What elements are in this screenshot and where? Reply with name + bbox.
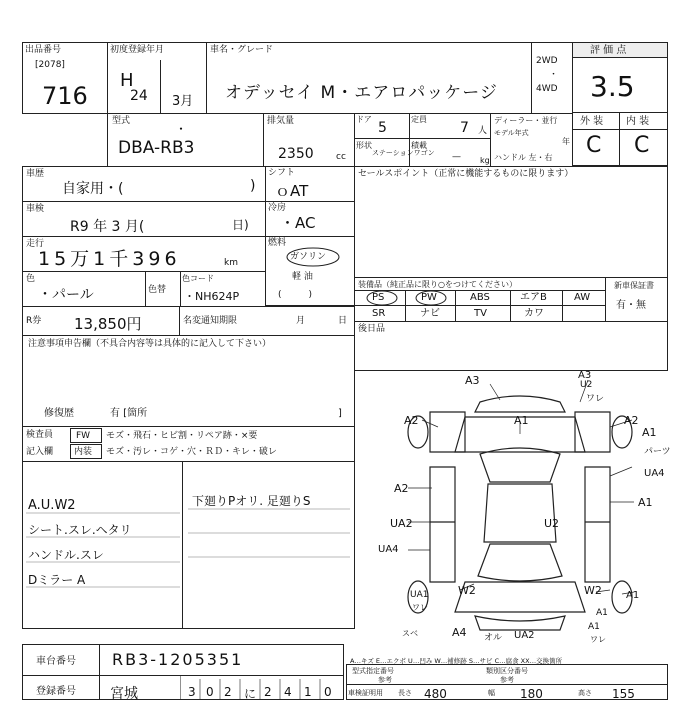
- drive-4wd: 4WD: [536, 84, 558, 94]
- reg-digit-dividers: [180, 675, 344, 700]
- history-label: 車歴: [26, 169, 45, 179]
- remark-3: ハンドル.スレ: [28, 548, 104, 562]
- warranty-value: 有・無: [616, 300, 646, 311]
- mark-ua4-left: UA4: [378, 544, 399, 555]
- spec-cert: 車検証明用: [348, 689, 383, 697]
- mark-ua2-left: UA2: [390, 517, 413, 530]
- color-change-label: 色替: [148, 285, 167, 295]
- dealer-model-year: モデル年式: [494, 129, 529, 137]
- mileage-label: 走行: [26, 239, 45, 249]
- equip-col4: [562, 290, 563, 322]
- equip-ps-circle: [364, 289, 400, 307]
- disp-label: 排気量: [267, 116, 295, 126]
- color-code: ・NH624P: [184, 290, 240, 303]
- reg-digit-8: 0: [324, 685, 332, 699]
- mark-ware-rear-corner: ワレ: [590, 635, 606, 644]
- eval-label: 評 価 点: [590, 45, 627, 56]
- equip-col1: [405, 290, 406, 322]
- reg-digit-5: 2: [264, 685, 272, 699]
- mark-ware-rear-left: ワレ: [412, 603, 428, 612]
- fuel-gasoline: ガソリン: [290, 252, 327, 262]
- inspector-int-items: モズ・汚レ・コゲ・穴・ＲＤ・キレ・破レ: [106, 447, 277, 457]
- equip-col3: [510, 290, 511, 322]
- sales-box: [354, 166, 668, 278]
- equip-tv: TV: [474, 308, 487, 319]
- equip-pw: PW: [421, 292, 437, 303]
- doors-label: ドア: [356, 115, 372, 124]
- color-code-label: 色コード: [182, 274, 214, 283]
- mileage-unit: km: [224, 258, 238, 268]
- drive-dot: ・: [549, 70, 559, 80]
- spec-hei: 155: [612, 687, 635, 701]
- history-close: ): [250, 178, 256, 194]
- repair-value: 有 [箇所: [110, 408, 148, 419]
- mark-sube: スベ: [402, 629, 418, 638]
- color-label: 色: [26, 274, 36, 284]
- load-label: 積載: [411, 141, 427, 150]
- spec-wid: 180: [520, 687, 543, 701]
- inspector-fw: FW: [76, 431, 91, 441]
- capacity-label: 定員: [411, 115, 427, 124]
- capacity-unit: 人: [478, 126, 488, 136]
- disp-unit: cc: [336, 152, 346, 162]
- legend: A…キズ E…エクボ U…凹み W…補修跡 S…サビ C…腐食 XX…交換箇所: [350, 657, 563, 665]
- first-reg-month: 3月: [172, 94, 194, 109]
- mark-ua2-rear: UA2: [514, 630, 535, 641]
- mark-ua1-rear-left: UA1: [410, 590, 429, 600]
- color-value: ・パール: [38, 287, 94, 303]
- mark-a3-front: A3: [465, 374, 480, 387]
- car-name: オデッセイ M・エアロパッケージ: [225, 83, 498, 103]
- lot-sub: [2078]: [35, 60, 65, 70]
- inspector-label2: 記入欄: [26, 447, 54, 457]
- model-value: DBA-RB3: [118, 138, 195, 158]
- insp-value: R9 年 3 月(: [70, 219, 145, 235]
- chassis-value: RB3-1205351: [112, 650, 244, 669]
- disp-value: 2350: [278, 146, 314, 162]
- equip-pw-circle: [413, 289, 449, 307]
- eval-int-label: 内 装: [626, 116, 650, 127]
- mark-oru: オル: [484, 633, 503, 643]
- reg-digit-4: に: [244, 687, 257, 701]
- name-change-month: 月: [296, 316, 306, 326]
- rear-box: [354, 321, 668, 371]
- inspector-int: 内装: [74, 447, 93, 457]
- remark-2: シート.スレ.ヘタリ: [28, 523, 132, 537]
- equip-sr: SR: [372, 308, 386, 319]
- model-label: 型式: [112, 116, 131, 126]
- fuel-label: 燃料: [268, 238, 287, 248]
- inspector-label1: 検査員: [26, 430, 54, 440]
- shift-value: ｏAT: [275, 182, 309, 200]
- equip-airbag: エアB: [520, 292, 547, 303]
- model-dot: ・: [175, 122, 188, 136]
- spec-ref2: 参考: [500, 676, 514, 684]
- inspector-fw-items: モズ・飛石・ヒビ割・リペア跡・×要: [106, 431, 258, 441]
- cooling-value: ・AC: [280, 214, 316, 232]
- recycle-value: 13,850円: [74, 315, 142, 333]
- mark-a1-extra: A1: [596, 608, 608, 618]
- dealer-label: ディーラー・並行: [494, 116, 558, 125]
- equip-label: 装備品（純正品に限り○をつけてください）: [358, 280, 517, 289]
- chassis-label: 車台番号: [36, 656, 76, 667]
- equip-leather: カワ: [524, 308, 544, 319]
- drive-2wd: 2WD: [536, 56, 558, 66]
- load-value: —: [452, 152, 461, 162]
- reg-digit-1: 3: [188, 685, 196, 699]
- name-label: 車名・グレード: [210, 45, 274, 55]
- repair-close: ]: [338, 408, 342, 419]
- rear-label: 後日品: [358, 324, 386, 334]
- equip-aw: AW: [574, 292, 591, 303]
- equip-abs: ABS: [470, 292, 490, 303]
- dealer-handle: ハンドル 左・右: [494, 153, 553, 162]
- mileage-value: 15万1千396: [38, 248, 181, 270]
- remark-right: 下廻りPオリ. 足廻りS: [192, 494, 311, 508]
- first-reg-era: H: [120, 70, 134, 91]
- insp-label: 車検: [26, 204, 45, 214]
- name-change-day: 日: [338, 316, 348, 326]
- lot-label: 出品番号: [25, 45, 62, 55]
- history-value: 自家用・(: [62, 181, 124, 197]
- spec-hei-label: 高さ: [578, 689, 592, 697]
- repair-label: 修復歴: [44, 408, 74, 419]
- first-reg-year: 24: [130, 88, 148, 104]
- mark-a1-rear-corner: A1: [588, 622, 600, 632]
- reg-digit-3: 2: [224, 685, 232, 699]
- history-box: [22, 166, 266, 202]
- spec-ref1: 参考: [378, 676, 392, 684]
- first-reg-divider: [160, 60, 161, 114]
- shape-value: ステーションワゴン: [372, 149, 435, 157]
- mark-a1-right: A1: [638, 496, 653, 509]
- remark-4: Dミラー A: [28, 573, 86, 587]
- mark-a1-rear-right: A1: [626, 590, 640, 601]
- shift-label: シフト: [268, 168, 296, 178]
- reg-label: 登録番号: [36, 686, 76, 697]
- mark-a2-front-left: A2: [404, 414, 419, 427]
- recycle-label: R券: [26, 316, 42, 326]
- reg-digit-6: 4: [284, 685, 292, 699]
- remarks-lines: [22, 461, 355, 629]
- mark-a1-hood: A1: [514, 414, 529, 427]
- mark-a4-rear: A4: [452, 626, 467, 639]
- insp-day: 日): [232, 218, 249, 232]
- eval-score: 3.5: [590, 70, 635, 103]
- mark-a2-left: A2: [394, 482, 409, 495]
- mark-ua4-right: UA4: [644, 468, 665, 479]
- mark-u2-roof: U2: [544, 517, 560, 530]
- remark-1: A.U.W2: [28, 498, 76, 513]
- spec-len-label: 長さ: [398, 689, 412, 697]
- mark-w2-rear-right: W2: [584, 584, 602, 597]
- capacity-value: 7: [460, 120, 469, 136]
- mark-a1-right-upper: A1: [642, 426, 657, 439]
- fuel-circle: [284, 246, 342, 268]
- mark-w2-rear-left: W2: [458, 584, 476, 597]
- reg-digit-7: 1: [304, 685, 312, 699]
- spec-len: 480: [424, 687, 447, 701]
- mark-a2-front-right: A2: [624, 414, 639, 427]
- reg-digit-2: 0: [206, 685, 214, 699]
- mark-u2-right: U2: [580, 380, 593, 390]
- fuel-paren: ( ): [278, 290, 313, 300]
- shape-label: 形状: [356, 141, 372, 150]
- spec-wid-label: 幅: [488, 689, 495, 697]
- eval-int: C: [634, 133, 650, 158]
- load-unit: kg: [480, 156, 490, 165]
- sales-label: セールスポイント（正常に機能するものに限ります）: [358, 169, 574, 179]
- eval-ext: C: [586, 133, 602, 158]
- spec-label2: 類別区分番号: [486, 667, 528, 675]
- notes-label: 注意事項申告欄（不具合内容等は具体的に記入して下さい）: [28, 339, 272, 349]
- mark-ware-right: ワレ: [586, 394, 605, 404]
- dealer-year-unit: 年: [562, 137, 570, 146]
- mark-parts: パーツ: [644, 447, 671, 457]
- cooling-label: 冷房: [268, 203, 287, 213]
- equip-navi: ナビ: [420, 308, 440, 319]
- lot-number: 716: [42, 82, 88, 110]
- equip-ps: PS: [372, 292, 385, 303]
- reg-value: 宮城: [110, 686, 138, 702]
- fuel-diesel: 軽 油: [292, 272, 313, 282]
- first-reg-label: 初度登録年月: [110, 45, 165, 55]
- eval-sub-div: [619, 112, 620, 166]
- spec-label1: 型式指定番号: [352, 667, 394, 675]
- doors-value: 5: [378, 120, 387, 136]
- warranty-label: 新車保証書: [614, 281, 654, 290]
- mark-a3-right: A3: [578, 370, 592, 381]
- name-change-label: 名変通知期限: [183, 316, 238, 326]
- eval-ext-label: 外 装: [580, 116, 604, 127]
- equip-col2: [455, 290, 456, 322]
